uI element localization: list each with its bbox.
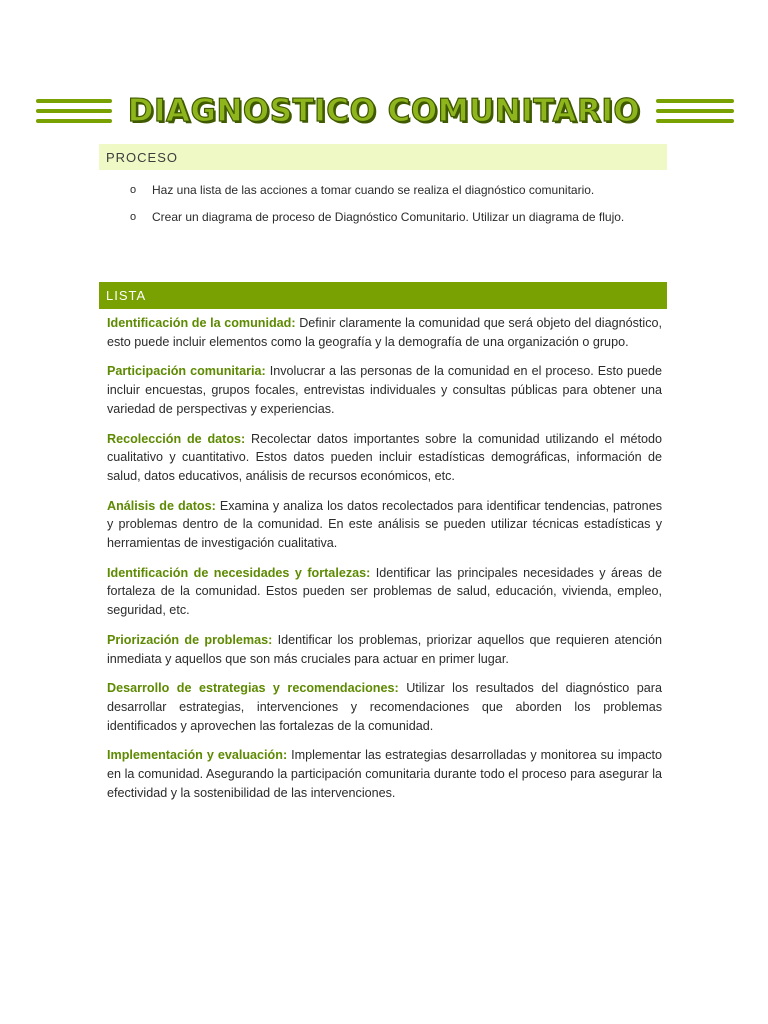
bullet-circle-icon: o	[130, 184, 137, 196]
bullet-circle-icon: o	[130, 211, 137, 223]
item-text: Examina y analiza los datos recolectados para identificar tendencias, patrones y problemas dentro de la comunidad. En este análisis se pueden utilizar técnicas estadísticas y herramientas de investigación cualitativa.	[107, 498, 662, 551]
item-text: Definir claramente la comunidad que será objeto del diagnóstico, esto puede incluir elementos como la geografía y la demografía de una organización o grupo.	[107, 316, 663, 349]
item-text: Involucrar a las personas de la comunidad en el proceso. Esto puede incluir encuestas, grupos focales, entrevistas individuales y consultas públicas para obtener una variedad de perspectivas y experiencias.	[107, 364, 662, 416]
proceso-bullet-list	[99, 182, 667, 236]
list-item	[99, 182, 667, 199]
item-text: Implementar las estrategias desarrolladas y monitorea su impacto en la comunidad. Asegurando la participación comunitaria durante todo el proceso para asegurar la efectividad y la sostenibilidad de las intervenciones.	[107, 748, 662, 800]
lista-items	[107, 314, 662, 813]
item-term: Identificación de la comunidad:	[107, 316, 296, 330]
list-item	[107, 497, 662, 553]
item-text: Recolectar datos importantes sobre la comunidad utilizando el método cualitativo y cuantitativo. Estos datos pueden incluir estadísticas demográficas, información de salud, datos educativos, análisis de recursos económicos, etc.	[107, 431, 662, 483]
title-row	[36, 86, 734, 136]
section-header-label: LISTA	[106, 288, 147, 303]
list-item	[107, 746, 662, 802]
item-term: Identificación de necesidades y fortalezas:	[107, 565, 371, 580]
title-decoration-left	[36, 99, 112, 123]
item-term: Participación comunitaria:	[107, 364, 266, 379]
item-term: Implementación y evaluación:	[107, 748, 288, 763]
list-item	[99, 209, 667, 226]
item-term: Análisis de datos:	[107, 498, 216, 513]
list-item	[107, 564, 662, 620]
document-title: DIAGNOSTICO COMUNITARIO	[127, 93, 641, 129]
list-item	[107, 631, 662, 668]
list-item	[107, 430, 662, 486]
list-item	[107, 314, 662, 351]
item-term: Recolección de datos:	[107, 431, 246, 446]
bullet-text: Crear un diagrama de proceso de Diagnóstico Comunitario. Utilizar un diagrama de flujo.	[152, 210, 625, 224]
section-header-proceso	[99, 144, 667, 170]
title-decoration-right	[656, 99, 734, 123]
item-text: Utilizar los resultados del diagnóstico para desarrollar estrategias, intervenciones y recomendaciones que aborden los problemas identificados y aprovechen las fortalezas de la comunidad.	[107, 681, 662, 733]
bullet-text: Haz una lista de las acciones a tomar cuando se realiza el diagnóstico comunitario.	[152, 183, 595, 197]
item-text: Identificar las principales necesidades y áreas de fortaleza de la comunidad. Estos pueden ser problemas de salud, educación, vivienda, empleo, seguridad, etc.	[107, 565, 663, 618]
item-term: Desarrollo de estrategias y recomendaciones:	[107, 681, 399, 696]
list-item	[107, 362, 662, 418]
item-text: Identificar los problemas, priorizar aquellos que requieren atención inmediata y aquellos que son más cruciales para actuar en primer lugar.	[107, 632, 662, 666]
list-item	[107, 679, 662, 735]
item-term: Priorización de problemas:	[107, 632, 273, 647]
section-header-lista	[99, 282, 667, 309]
section-header-label: PROCESO	[106, 149, 179, 165]
